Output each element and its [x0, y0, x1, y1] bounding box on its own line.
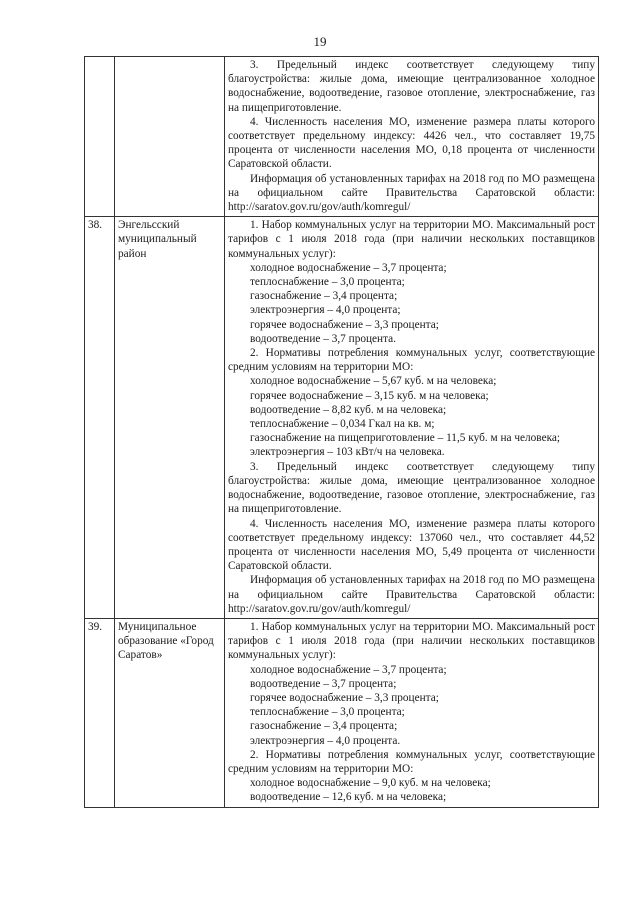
list-item: водоотведение – 8,82 куб. м на человека;: [250, 403, 447, 416]
list-item: холодное водоснабжение – 3,7 процента;: [250, 261, 447, 274]
table-row: [85, 57, 599, 217]
table-row: [85, 217, 599, 619]
municipality-cell: [115, 217, 225, 619]
list-item: холодное водоснабжение – 5,67 куб. м на человека;: [250, 375, 497, 388]
paragraph: Информация об установленных тарифах на 2018 год по МО размещена на официальном сайте Правительства Саратовской области: http://saratov.gov.ru/gov/auth/komregul/: [228, 574, 595, 615]
paragraph: Информация об установленных тарифах на 2018 год по МО размещена на официальном сайте Правительства Саратовской области: http://saratov.gov.ru/gov/auth/komregul/: [228, 172, 595, 214]
paragraph: 2. Нормативы потребления коммунальных услуг, соответствующие средним условиям на территории МО:: [228, 347, 595, 374]
page-number: 19: [313, 34, 327, 49]
row-number: 39.: [88, 620, 103, 633]
list-item: электроэнергия – 4,0 процента.: [250, 734, 401, 747]
tariff-info-cell: [225, 217, 599, 619]
list-item: газоснабжение – 3,4 процента;: [250, 720, 398, 733]
paragraph: 4. Численность населения МО, изменение размера платы которого соответствует предельному индексу: 4426 чел., что составляет 19,75 процента от численности населения МО, 0,18 процента от численности Саратовской области.: [228, 115, 595, 171]
municipality-cell: [115, 618, 225, 807]
municipality-name: Муниципальное образование «Город Саратов»: [118, 620, 214, 662]
list-item: водоотведение – 12,6 куб. м на человека;: [250, 791, 447, 804]
list-item: теплоснабжение – 0,034 Гкал на кв. м;: [250, 418, 435, 431]
list-item: теплоснабжение – 3,0 процента;: [250, 706, 405, 719]
list-item: газоснабжение на пищеприготовление – 11,5 куб. м на человека;: [250, 432, 561, 445]
row-number-cell: [85, 57, 115, 217]
row-number: 38.: [88, 219, 103, 232]
list-item: горячее водоснабжение – 3,3 процента;: [250, 318, 439, 331]
municipality-cell: [115, 57, 225, 217]
paragraph: 4. Численность населения МО, изменение размера платы которого соответствует предельному индексу: 137060 чел., что составляет 44,52 процента от численности населения МО, 5,49 процента от численности Саратовской области.: [228, 517, 595, 573]
list-item: водоотведение – 3,7 процента.: [250, 332, 397, 345]
row-number-cell: [85, 618, 115, 807]
tariff-table: [84, 56, 599, 808]
municipality-name: Энгельсский муниципальный район: [118, 219, 197, 260]
list-item: холодное водоснабжение – 3,7 процента;: [250, 663, 447, 676]
paragraph: 1. Набор коммунальных услуг на территории МО. Максимальный рост тарифов с 1 июля 2018 года (при наличии нескольких поставщиков коммунальных услуг):: [228, 219, 595, 260]
list-item: газоснабжение – 3,4 процента;: [250, 290, 398, 303]
tariff-info-cell: [225, 57, 599, 217]
list-item: электроэнергия – 4,0 процента;: [250, 304, 401, 317]
tariff-info-cell: [225, 618, 599, 807]
list-item: электроэнергия – 103 кВт/ч на человека.: [250, 446, 445, 459]
paragraph: 3. Предельный индекс соответствует следующему типу благоустройства: жилые дома, имеющие централизованное холодное водоснабжение, водоотведение, газовое отопление, электроснабжение, газ на пищеприготовление.: [228, 59, 595, 114]
paragraph: 3. Предельный индекс соответствует следующему типу благоустройства: жилые дома, имеющие централизованное холодное водоснабжение, водоотведение, газовое отопление, электроснабжение, газ на пищеприготовление.: [228, 460, 595, 516]
paragraph: 2. Нормативы потребления коммунальных услуг, соответствующие средним условиям на территории МО:: [228, 748, 595, 775]
list-item: водоотведение – 3,7 процента;: [250, 677, 397, 690]
list-item: теплоснабжение – 3,0 процента;: [250, 276, 405, 289]
list-item: горячее водоснабжение – 3,3 процента;: [250, 691, 439, 704]
paragraph: 1. Набор коммунальных услуг на территории МО. Максимальный рост тарифов с 1 июля 2018 года (при наличии нескольких поставщиков коммунальных услуг):: [228, 620, 595, 662]
list-item: горячее водоснабжение – 3,15 куб. м на человека;: [250, 389, 489, 402]
list-item: холодное водоснабжение – 9,0 куб. м на человека;: [250, 777, 491, 790]
row-number-cell: [85, 217, 115, 619]
table-row: [85, 618, 599, 807]
